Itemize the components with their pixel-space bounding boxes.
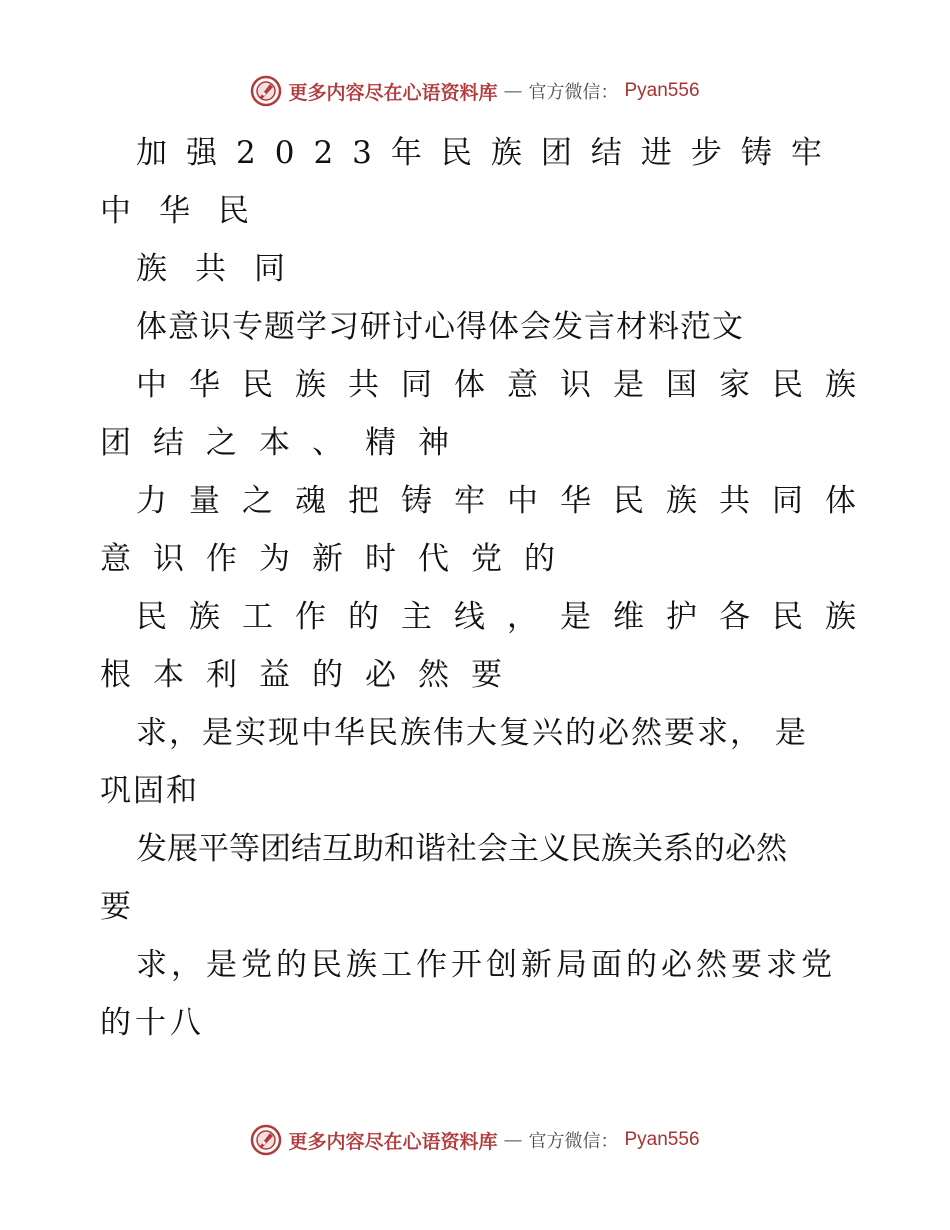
text-line: 加强2023年民族团结进步铸牢 (136, 135, 841, 171)
text-line: 求，是实现中华民族伟大复兴的必然要求， 是 (136, 715, 808, 751)
text-line: 中华民 (100, 193, 277, 229)
text-line: 体意识专题学习研讨心得体会发言材料范文 (136, 309, 744, 345)
text-line: 求，是党的民族工作开创新局面的必然要求党 (136, 947, 836, 983)
document-body (100, 124, 878, 1052)
text-line: 的十八 (100, 1005, 205, 1041)
footer-wechat-label: 官方微信： (528, 1131, 619, 1152)
header-wechat-label: 官方微信： (528, 82, 619, 103)
footer-watermark (0, 1122, 950, 1158)
footer-wechat-id: Pyan556 (624, 1129, 700, 1150)
pen-nib-logo-icon (250, 75, 282, 107)
footer-watermark-title: 更多内容尽在心语资料库 (288, 1130, 498, 1153)
text-line: 中华民族共同体意识是国家民族 (136, 367, 878, 403)
header-watermark (0, 73, 950, 109)
text-line: 团结之本、精神 (100, 425, 471, 461)
footer-watermark-dash: — (503, 1129, 523, 1151)
text-line: 巩固和 (100, 773, 199, 809)
header-watermark-title: 更多内容尽在心语资料库 (288, 81, 498, 104)
pen-nib-logo-icon (250, 1124, 282, 1156)
text-line: 力量之魂把铸牢中华民族共同体 (136, 483, 878, 519)
text-line: 发展平等团结互助和谐社会主义民族关系的必然 (136, 831, 787, 867)
text-line: 族共同 (136, 251, 313, 287)
text-line: 民族工作的主线，是维护各民族 (136, 599, 878, 635)
text-line: 要 (100, 889, 131, 925)
header-watermark-dash: — (503, 80, 523, 102)
text-line: 根本利益的必然要 (100, 657, 524, 693)
header-wechat-id: Pyan556 (624, 80, 700, 101)
text-line: 意识作为新时代党的 (100, 541, 577, 577)
